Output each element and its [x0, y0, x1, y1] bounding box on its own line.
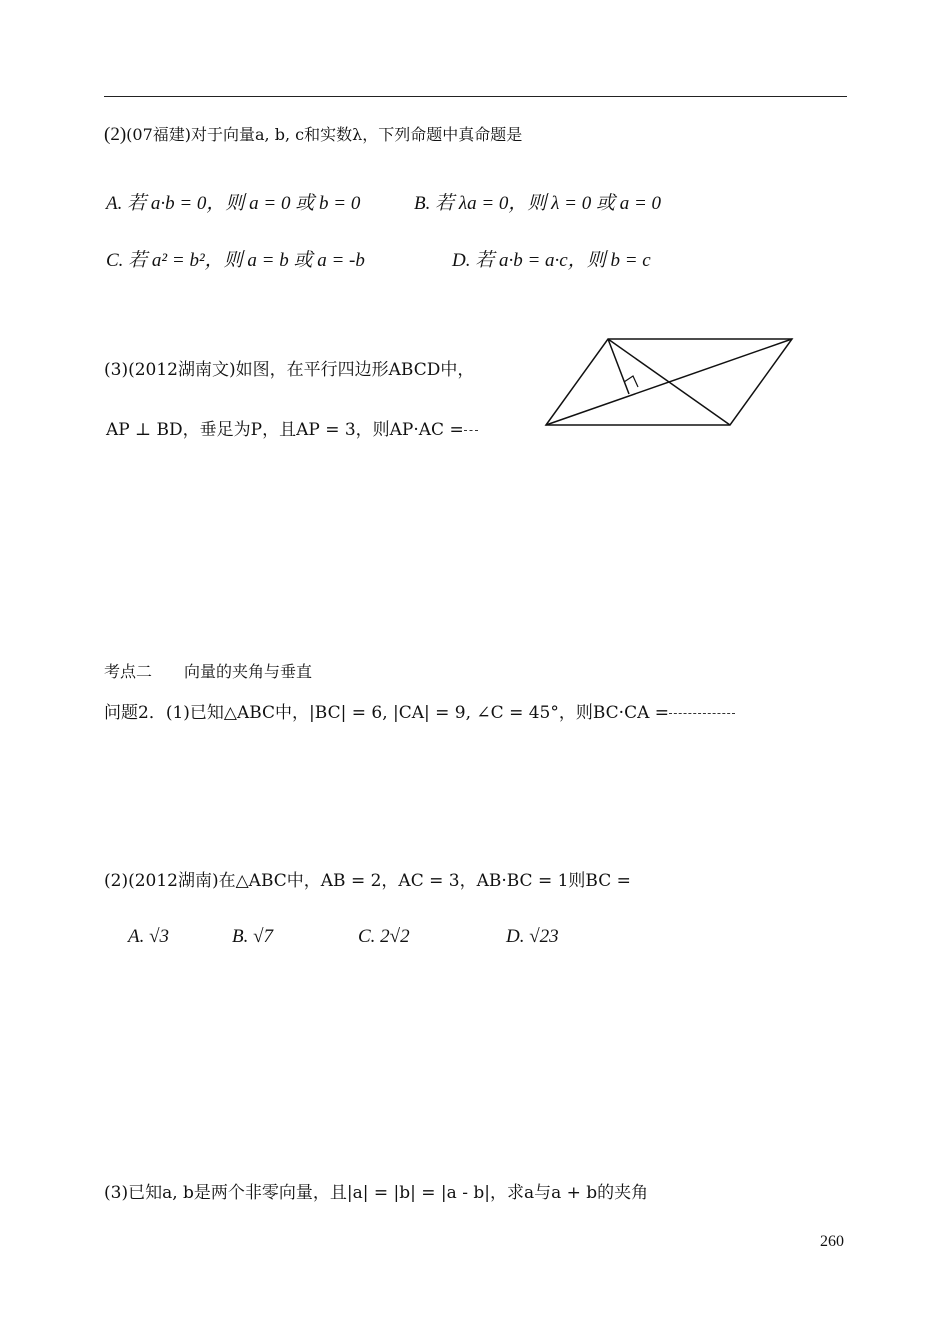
p2-q2-option-c: C. 2√2: [358, 926, 410, 947]
answer-blank: [464, 430, 478, 431]
p2-q2-option-b: B. √7: [232, 926, 274, 947]
p2-q3: (3)已知a, b是两个非零向量，且|a| = |b| = |a - b|，求a与a + b的夹角: [104, 1183, 649, 1203]
q2-2-option-a: A. 若 a·b = 0，则 a = 0 或 b = 0: [106, 193, 361, 214]
p2-q2: (2)(2012湖南)在△ABC中，AB = 2，AC = 3，AB·BC = 1则BC =: [104, 871, 631, 891]
p2-q1: [104, 698, 735, 723]
diagonal-bd: [608, 339, 730, 425]
p2-q1-text: 问题2．(1)已知△ABC中，|BC| = 6, |CA| = 9, ∠C = 45°，则BC·CA =: [104, 703, 670, 723]
q2-2-option-d: D. 若 a·b = a·c，则 b = c: [452, 250, 651, 271]
p2-q2-option-d: D. √23: [506, 926, 559, 947]
q2-2-stem: [104, 122, 522, 146]
q2-2-option-c: C. 若 a² = b²，则 a = b 或 a = -b: [106, 250, 365, 271]
q2-2-num: (2): [104, 124, 127, 145]
parallelogram-figure: [540, 335, 800, 431]
q2-3-line2: [106, 415, 478, 440]
section-title: 考点二 向量的夹角与垂直: [104, 662, 313, 681]
q2-2-option-b: B. 若 λa = 0，则 λ = 0 或 a = 0: [414, 193, 662, 214]
q2-3-line1: (3)(2012湖南文)如图，在平行四边形ABCD中，: [104, 360, 475, 380]
q2-2-stem-text: 对于向量a, b, c和实数λ，下列命题中真命题是: [191, 125, 523, 144]
q2-2-text: (07福建): [126, 125, 192, 144]
header-rule: [104, 96, 847, 97]
q2-3-line2-text: AP ⊥ BD，垂足为P，且AP = 3，则AP·AC =: [106, 420, 464, 440]
p2-q2-option-a: A. √3: [128, 926, 170, 947]
page-number: 260: [820, 1233, 844, 1250]
answer-blank: [669, 713, 735, 714]
